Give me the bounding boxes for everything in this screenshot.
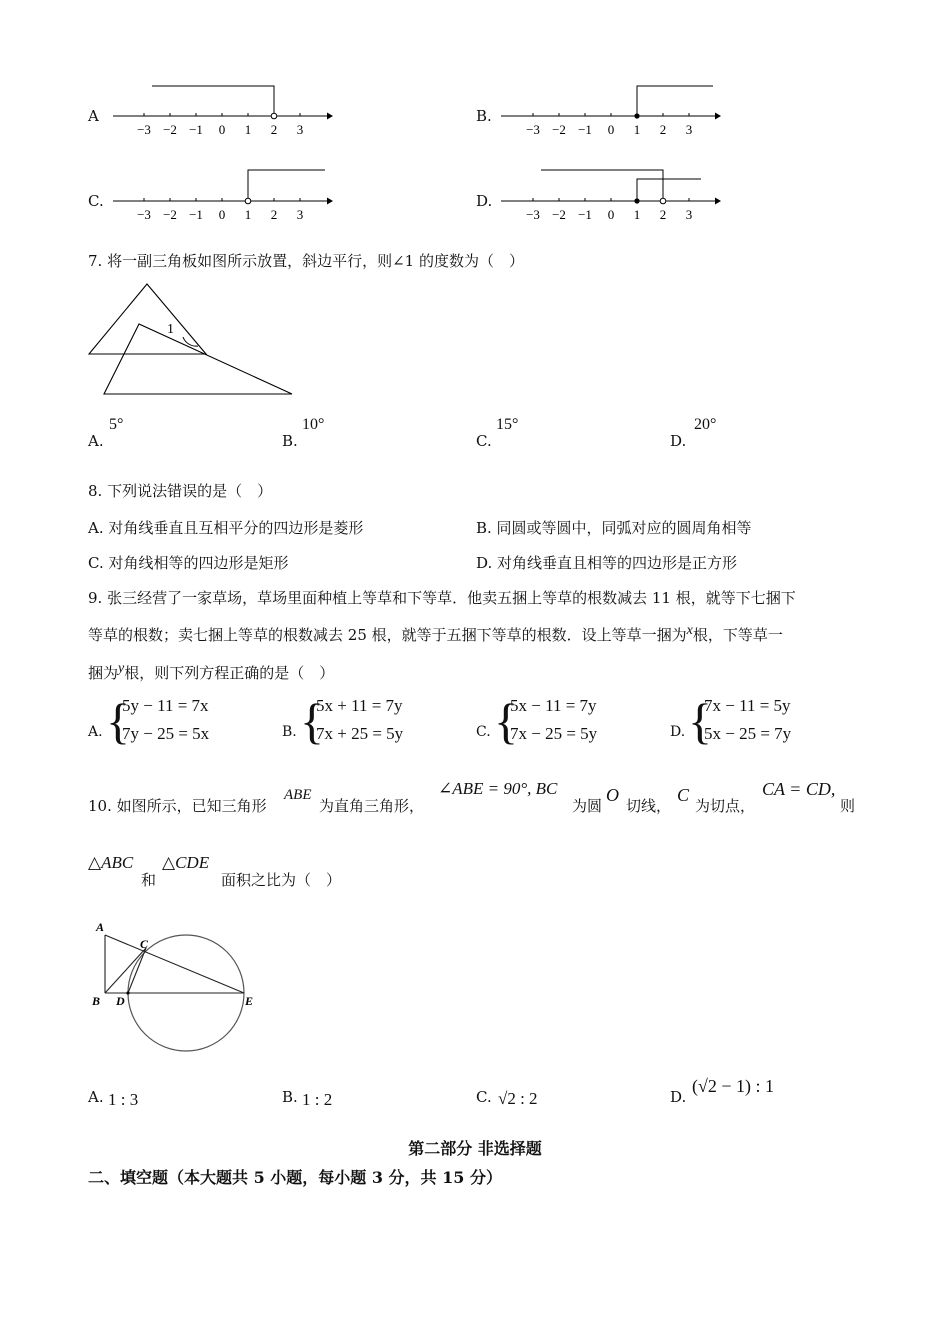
q7-option-b-letter: B. xyxy=(282,432,298,450)
q7-option-c-value: 15° xyxy=(496,416,519,433)
q10-c: C xyxy=(677,785,690,805)
q9-option-a-system xyxy=(122,692,209,748)
tick-label: −3 xyxy=(526,207,540,222)
q8-option-d: D. 对角线垂直且相等的四边形是正方形 xyxy=(476,554,738,572)
q10-triangle-cde: △CDE xyxy=(162,853,210,872)
q7-option-a-letter: A. xyxy=(88,432,104,450)
q8-option-c: C. 对角线相等的四边形是矩形 xyxy=(88,554,289,572)
q9-option-a-letter: A. xyxy=(88,724,103,740)
q9-text: 等草的根数；卖七捆上等草的根数减去 25 根，就等于五捆下等草的根数．设上等草一捆为 xyxy=(88,626,687,644)
q10-condition-1: ∠ABE = 90°, BC xyxy=(438,779,558,798)
section-heading: 二、填空题（本大题共 5 小题，每小题 3 分，共 15 分） xyxy=(88,1168,502,1187)
q10-option-d-letter: D. xyxy=(670,1088,687,1106)
q9-stem-line3 xyxy=(88,662,334,683)
q6-option-a-letter: A xyxy=(88,107,99,125)
tick-label: −2 xyxy=(163,207,177,222)
tick-label: 3 xyxy=(296,207,304,222)
tick-label: −2 xyxy=(552,207,566,222)
tick-label: −3 xyxy=(137,122,151,137)
q9-stem-line2 xyxy=(88,624,783,645)
tick-label: 1 xyxy=(633,122,641,137)
q6-option-d-letter: D. xyxy=(476,192,493,210)
q10-circle-figure xyxy=(88,918,268,1058)
q10-triangle-abc: △ABC xyxy=(88,853,134,872)
tick-label: 3 xyxy=(685,207,693,222)
equation: 5x − 25 = 7y xyxy=(704,724,792,743)
q9-stem-line1: 9. 张三经营了一家草场，草场里面种植上等草和下等草．他卖五捆上等草的根数减去 11 根，就等下七捆下 xyxy=(88,589,796,607)
equation: 7x − 11 = 5y xyxy=(704,696,791,715)
tick-label: 0 xyxy=(218,122,226,137)
part2-title: 第二部分 非选择题 xyxy=(408,1139,542,1158)
tick-label: −1 xyxy=(189,207,203,222)
q10-text: 切线， xyxy=(626,797,672,815)
q9-option-d-letter: D. xyxy=(670,724,686,740)
q10-option-a-value: 1 : 3 xyxy=(108,1090,139,1109)
q7-option-b-value: 10° xyxy=(302,416,325,433)
q7-triangle-figure xyxy=(86,280,306,404)
q10-option-a-letter: A. xyxy=(88,1088,104,1106)
tick-label: 3 xyxy=(296,122,304,137)
q8-option-a: A. 对角线垂直且互相平分的四边形是菱形 xyxy=(88,519,364,537)
tick-label: −3 xyxy=(526,122,540,137)
q8-stem: 8. 下列说法错误的是（ ） xyxy=(88,482,273,500)
q10-option-b-value: 1 : 2 xyxy=(302,1090,333,1109)
q9-text: 捆为 xyxy=(88,664,119,682)
tick-label: 0 xyxy=(218,207,226,222)
q6-option-c-letter: C. xyxy=(88,192,104,210)
tick-label: −2 xyxy=(163,122,177,137)
tick-label: 1 xyxy=(244,122,252,137)
q6-option-b-number-line xyxy=(493,78,723,140)
q10-option-b-letter: B. xyxy=(282,1088,298,1106)
q7-angle-label: 1 xyxy=(167,322,174,337)
tick-label: 3 xyxy=(685,122,693,137)
q9-text: 根，则下列方程正确的是（ ） xyxy=(124,664,335,682)
q10-option-d-value: (√2 − 1) : 1 xyxy=(692,1076,775,1096)
q6-option-a-number-line xyxy=(105,78,335,140)
q6-option-c-number-line xyxy=(105,163,335,225)
tick-label: −1 xyxy=(578,207,592,222)
q7-stem: 7. 将一副三角板如图所示放置，斜边平行，则∠1 的度数为（ ） xyxy=(88,252,524,270)
point-label-d: D xyxy=(116,994,125,1008)
q10-text: 为圆 xyxy=(572,797,603,815)
q10-text: 面积之比为（ ） xyxy=(221,871,342,889)
tick-label: −3 xyxy=(137,207,151,222)
q10-text: 和 xyxy=(141,871,157,889)
equation: 7x + 25 = 5y xyxy=(316,724,404,743)
q10-o: O xyxy=(606,785,619,805)
brace-icon: { xyxy=(300,693,324,749)
q6-option-b-letter: B. xyxy=(476,107,492,125)
tick-label: 0 xyxy=(607,122,615,137)
point-label-e: E xyxy=(245,994,254,1008)
q9-option-b-letter: B. xyxy=(282,724,297,740)
q7-option-c-letter: C. xyxy=(476,432,492,450)
tick-label: −1 xyxy=(578,122,592,137)
point-label-c: C xyxy=(140,937,149,951)
point-label-b: B xyxy=(92,994,101,1008)
point-label-a: A xyxy=(96,920,105,934)
brace-icon: { xyxy=(494,693,518,749)
q9-var-x: x xyxy=(686,623,693,638)
equation: 5x + 11 = 7y xyxy=(316,696,403,715)
q10-condition-2: CA = CD, xyxy=(762,779,836,799)
q10-abe: ABE xyxy=(284,787,312,803)
tick-label: 1 xyxy=(244,207,252,222)
q8-option-b: B. 同圆或等圆中，同弧对应的圆周角相等 xyxy=(476,519,752,537)
q7-option-d-letter: D. xyxy=(670,432,687,450)
q10-option-c-letter: C. xyxy=(476,1088,492,1106)
q7-option-a-value: 5° xyxy=(109,416,124,433)
q10-option-c-value: √2 : 2 xyxy=(498,1089,538,1108)
equation: 7x − 25 = 5y xyxy=(510,724,598,743)
q9-option-d-system xyxy=(704,692,791,748)
q9-text: 根，下等草一 xyxy=(692,626,783,644)
q6-option-d-number-line xyxy=(493,163,723,225)
equation: 7y − 25 = 5x xyxy=(122,724,210,743)
q7-option-d-value: 20° xyxy=(694,416,717,433)
tick-label: −2 xyxy=(552,122,566,137)
tick-label: 2 xyxy=(270,207,278,222)
q9-option-c-system xyxy=(510,692,597,748)
brace-icon: { xyxy=(106,693,130,749)
equation: 5y − 11 = 7x xyxy=(122,696,209,715)
equation: 5x − 11 = 7y xyxy=(510,696,597,715)
q10-text: 10. 如图所示，已知三角形 xyxy=(88,797,267,815)
q9-option-b-system xyxy=(316,692,403,748)
q9-option-c-letter: C. xyxy=(476,724,491,740)
tick-label: 2 xyxy=(659,122,667,137)
tick-label: 2 xyxy=(659,207,667,222)
q10-text: 则 xyxy=(840,797,856,815)
q9-var-y: y xyxy=(118,661,125,676)
tick-label: 0 xyxy=(607,207,615,222)
brace-icon: { xyxy=(688,693,712,749)
tick-label: 2 xyxy=(270,122,278,137)
q10-text: 为直角三角形， xyxy=(319,797,425,815)
tick-label: 1 xyxy=(633,207,641,222)
q10-text: 为切点， xyxy=(695,797,756,815)
tick-label: −1 xyxy=(189,122,203,137)
